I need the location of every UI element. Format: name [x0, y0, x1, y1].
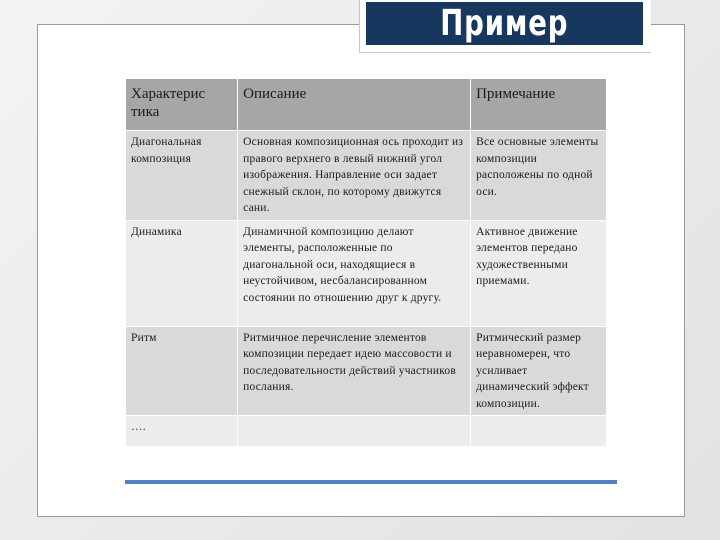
characteristics-table	[125, 78, 607, 447]
cell-characteristic: Ритм	[126, 326, 238, 416]
cell-description: Динамичной композицию делают элементы, расположенные по диагональной оси, находящиеся в неустойчивом, несбалансированном состоянии по отношению друг к другу.	[238, 220, 471, 326]
title-box	[359, 0, 651, 53]
table-row	[126, 326, 607, 416]
table-header-row	[126, 79, 607, 131]
table-row	[126, 131, 607, 221]
slide-title: Пример	[440, 3, 569, 44]
cell-description: Ритмичное перечисление элементов композиции передает идею массовости и последовательности действий участников послания.	[238, 326, 471, 416]
accent-bar	[125, 480, 617, 484]
cell-note: Ритмический размер неравномерен, что усиливает динамический эффект композиции.	[471, 326, 607, 416]
cell-note: Все основные элементы композиции расположены по одной оси.	[471, 131, 607, 221]
cell-characteristic: Диагональная композиция	[126, 131, 238, 221]
title-banner	[364, 0, 645, 47]
cell-note: Активное движение элементов передано художественными приемами.	[471, 220, 607, 326]
header-characteristic: Характерис тика	[126, 79, 238, 131]
cell-characteristic: Динамика	[126, 220, 238, 326]
cell-description	[238, 416, 471, 447]
cell-characteristic: ….	[126, 416, 238, 447]
header-note: Примечание	[471, 79, 607, 131]
header-description: Описание	[238, 79, 471, 131]
table-row	[126, 220, 607, 326]
cell-note	[471, 416, 607, 447]
table-row	[126, 416, 607, 447]
cell-description: Основная композиционная ось проходит из правого верхнего в левый нижний угол изображения. Направление оси задает снежный склон, по которому движутся сани.	[238, 131, 471, 221]
